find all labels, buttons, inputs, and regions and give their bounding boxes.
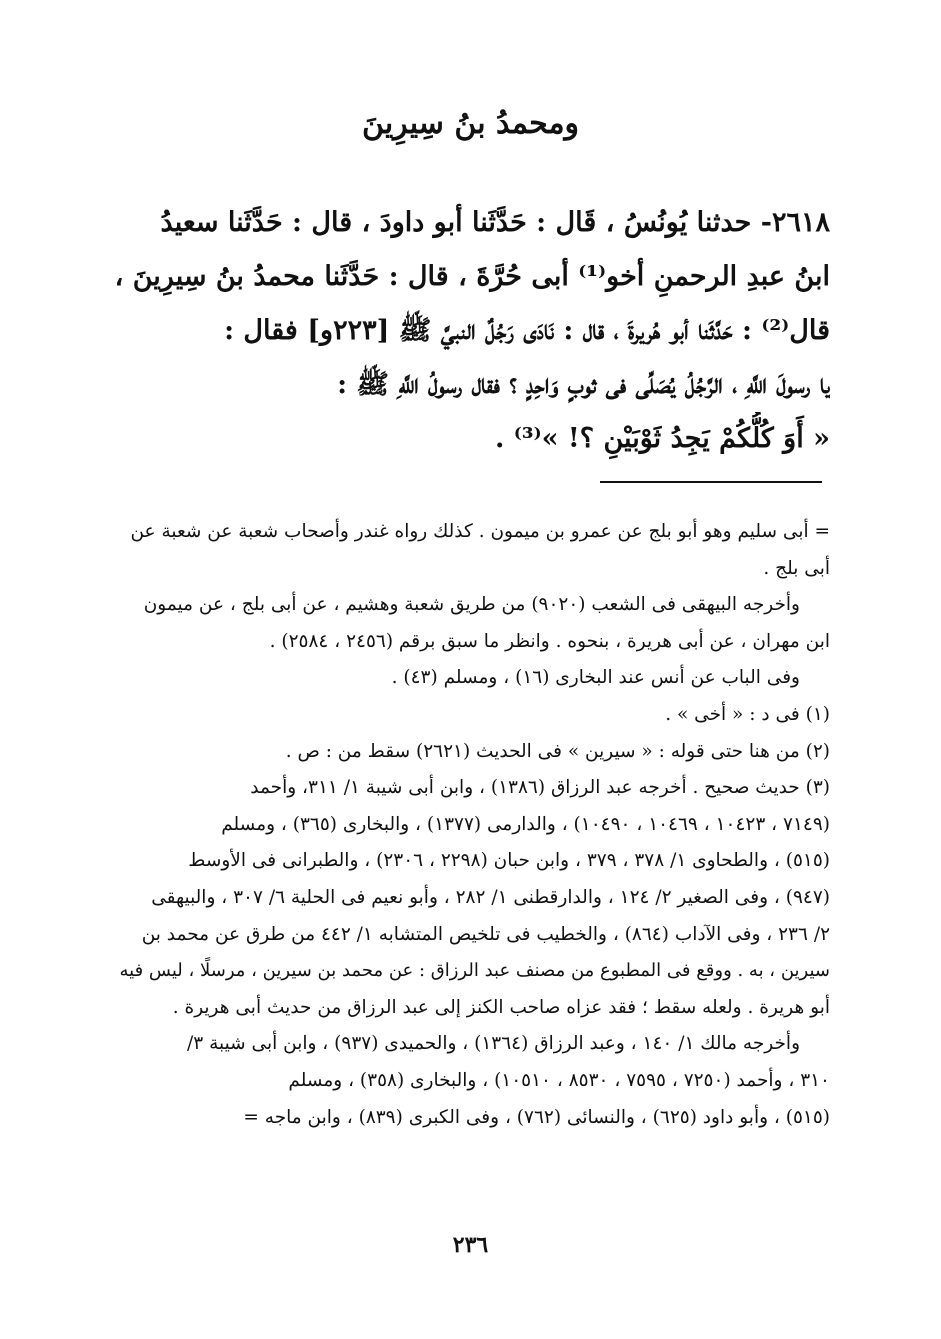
footnote-line: (٥١٥) ، والطحاوى ١/ ٣٧٨ ، ٣٧٩ ، وابن حبان (٢٢٩٨ ، ٢٣٠٦) ، والطبرانى فى الأوسط bbox=[188, 850, 830, 872]
footnote-line: وأخرجه البيهقى فى الشعب (٩٠٢٠) من طريق شعبة وهشيم ، عن أبى بلج ، عن ميمون bbox=[143, 594, 800, 616]
hadith-line: ابنُ عبدِ الرحمنِ أخو⁽¹⁾ أبى حُرَّةَ ، قال : حَدَّثَنا محمدُ بنُ سِيرِينَ ، bbox=[114, 261, 830, 292]
footnote-separator bbox=[600, 481, 822, 483]
footnote-1: (١) فى د : « أخى » . bbox=[665, 703, 830, 725]
footnote-line: ٢/ ٢٣٦ ، وفى الآداب (٨٦٤) ، والخطيب فى تلخيص المتشابه ١/ ٤٤٢ من طرق عن محمد بن bbox=[141, 923, 830, 945]
footnote-line: (٥١٥) ، وأبو داود (٦٢٥) ، والنسائى (٧٦٢) ، وفى الكبرى (٨٣٩) ، وابن ماجه = bbox=[243, 1106, 830, 1128]
hadith-text bbox=[108, 196, 830, 466]
footnote-line: وأخرجه مالك ١/ ١٤٠ ، وعبد الرزاق (١٣٦٤) ، والحميدى (٩٣٧) ، وابن أبى شيبة ٣/ bbox=[187, 1033, 800, 1055]
hadith-line: يا رسولَ اللَّهِ ، الرَّجُلُ يُصَلِّى فى ثوبٍ وَاحِدٍ ؟ فقال رسولُ اللَّهِ ﷺ : bbox=[337, 369, 830, 400]
footnote-3: (٣) حديث صحيح . أخرجه عبد الرزاق (١٣٨٦) ، وابن أبى شيبة ١/ ٣١١، وأحمد bbox=[250, 777, 830, 799]
footnote-line: سيرين ، به . ووقع فى المطبوع من مصنف عبد الرزاق : عن محمد بن سيرين ، مرسلًا ، ليس فيه bbox=[119, 960, 830, 982]
footnote-line: وفى الباب عن أنس عند البخارى (١٦) ، ومسلم (٤٣) . bbox=[391, 667, 800, 689]
footnote-line: (٩٤٧) ، وفى الصغير ٢/ ١٢٤ ، والدارقطنى ١/ ٢٨٢ ، وأبو نعيم فى الحلية ٦/ ٣٠٧ ، والبيهقى bbox=[151, 886, 830, 908]
footnotes bbox=[108, 514, 830, 1136]
hadith-line: قال⁽²⁾ : حَدَّثَنا أبو هُريرةَ ، قال : نَادَى رَجُلٌ النبيَّ ﷺ [٢٢٣و] فقال : bbox=[224, 315, 830, 346]
hadith-line: ٢٦١٨- حدثنا يُونُسُ ، قَال : حَدَّثَنا أبو داودَ ، قال : حَدَّثَنا سعيدُ bbox=[160, 207, 830, 238]
footnote-2: (٢) من هنا حتى قوله : « سيرين » فى الحديث (٢٦٢١) سقط من : ص . bbox=[285, 740, 830, 762]
footnote-line: أبى بلج . bbox=[763, 557, 830, 579]
page-number: ٢٣٦ bbox=[452, 1232, 489, 1258]
section-heading: ومحمدُ بنُ سِيرِينَ bbox=[361, 106, 580, 141]
footnote-line: (٧١٤٩ ، ١٠٤٢٣ ، ١٠٤٦٩ ، ١٠٤٩٠) ، والدارمى (١٣٧٧) ، والبخارى (٣٦٥) ، ومسلم bbox=[221, 813, 830, 835]
footnote-line: = أبى سليم وهو أبو بلج عن عمرو بن ميمون . كذلك رواه غندر وأصحاب شعبة عن شعبة عن bbox=[130, 521, 830, 542]
hadith-line: « أَوَ كُلُّكُمْ يَجِدُ ثَوْبَيْنِ ؟! »⁽³⁾ . bbox=[494, 423, 830, 454]
footnote-line: أبو هريرة . ولعله سقط ؛ فقد عزاه صاحب الكنز إلى عبد الرزاق من حديث أبى هريرة . bbox=[172, 996, 830, 1018]
footnote-line: ٣١٠ ، وأحمد (٧٢٥٠ ، ٧٥٩٥ ، ٨٥٣٠ ، ١٠٥١٠) ، والبخارى (٣٥٨) ، ومسلم bbox=[288, 1069, 830, 1091]
footnote-line: ابن مهران ، عن أبى هريرة ، بنحوه . وانظر ما سبق برقم (٢٤٥٦ ، ٢٥٨٤) . bbox=[269, 630, 830, 652]
